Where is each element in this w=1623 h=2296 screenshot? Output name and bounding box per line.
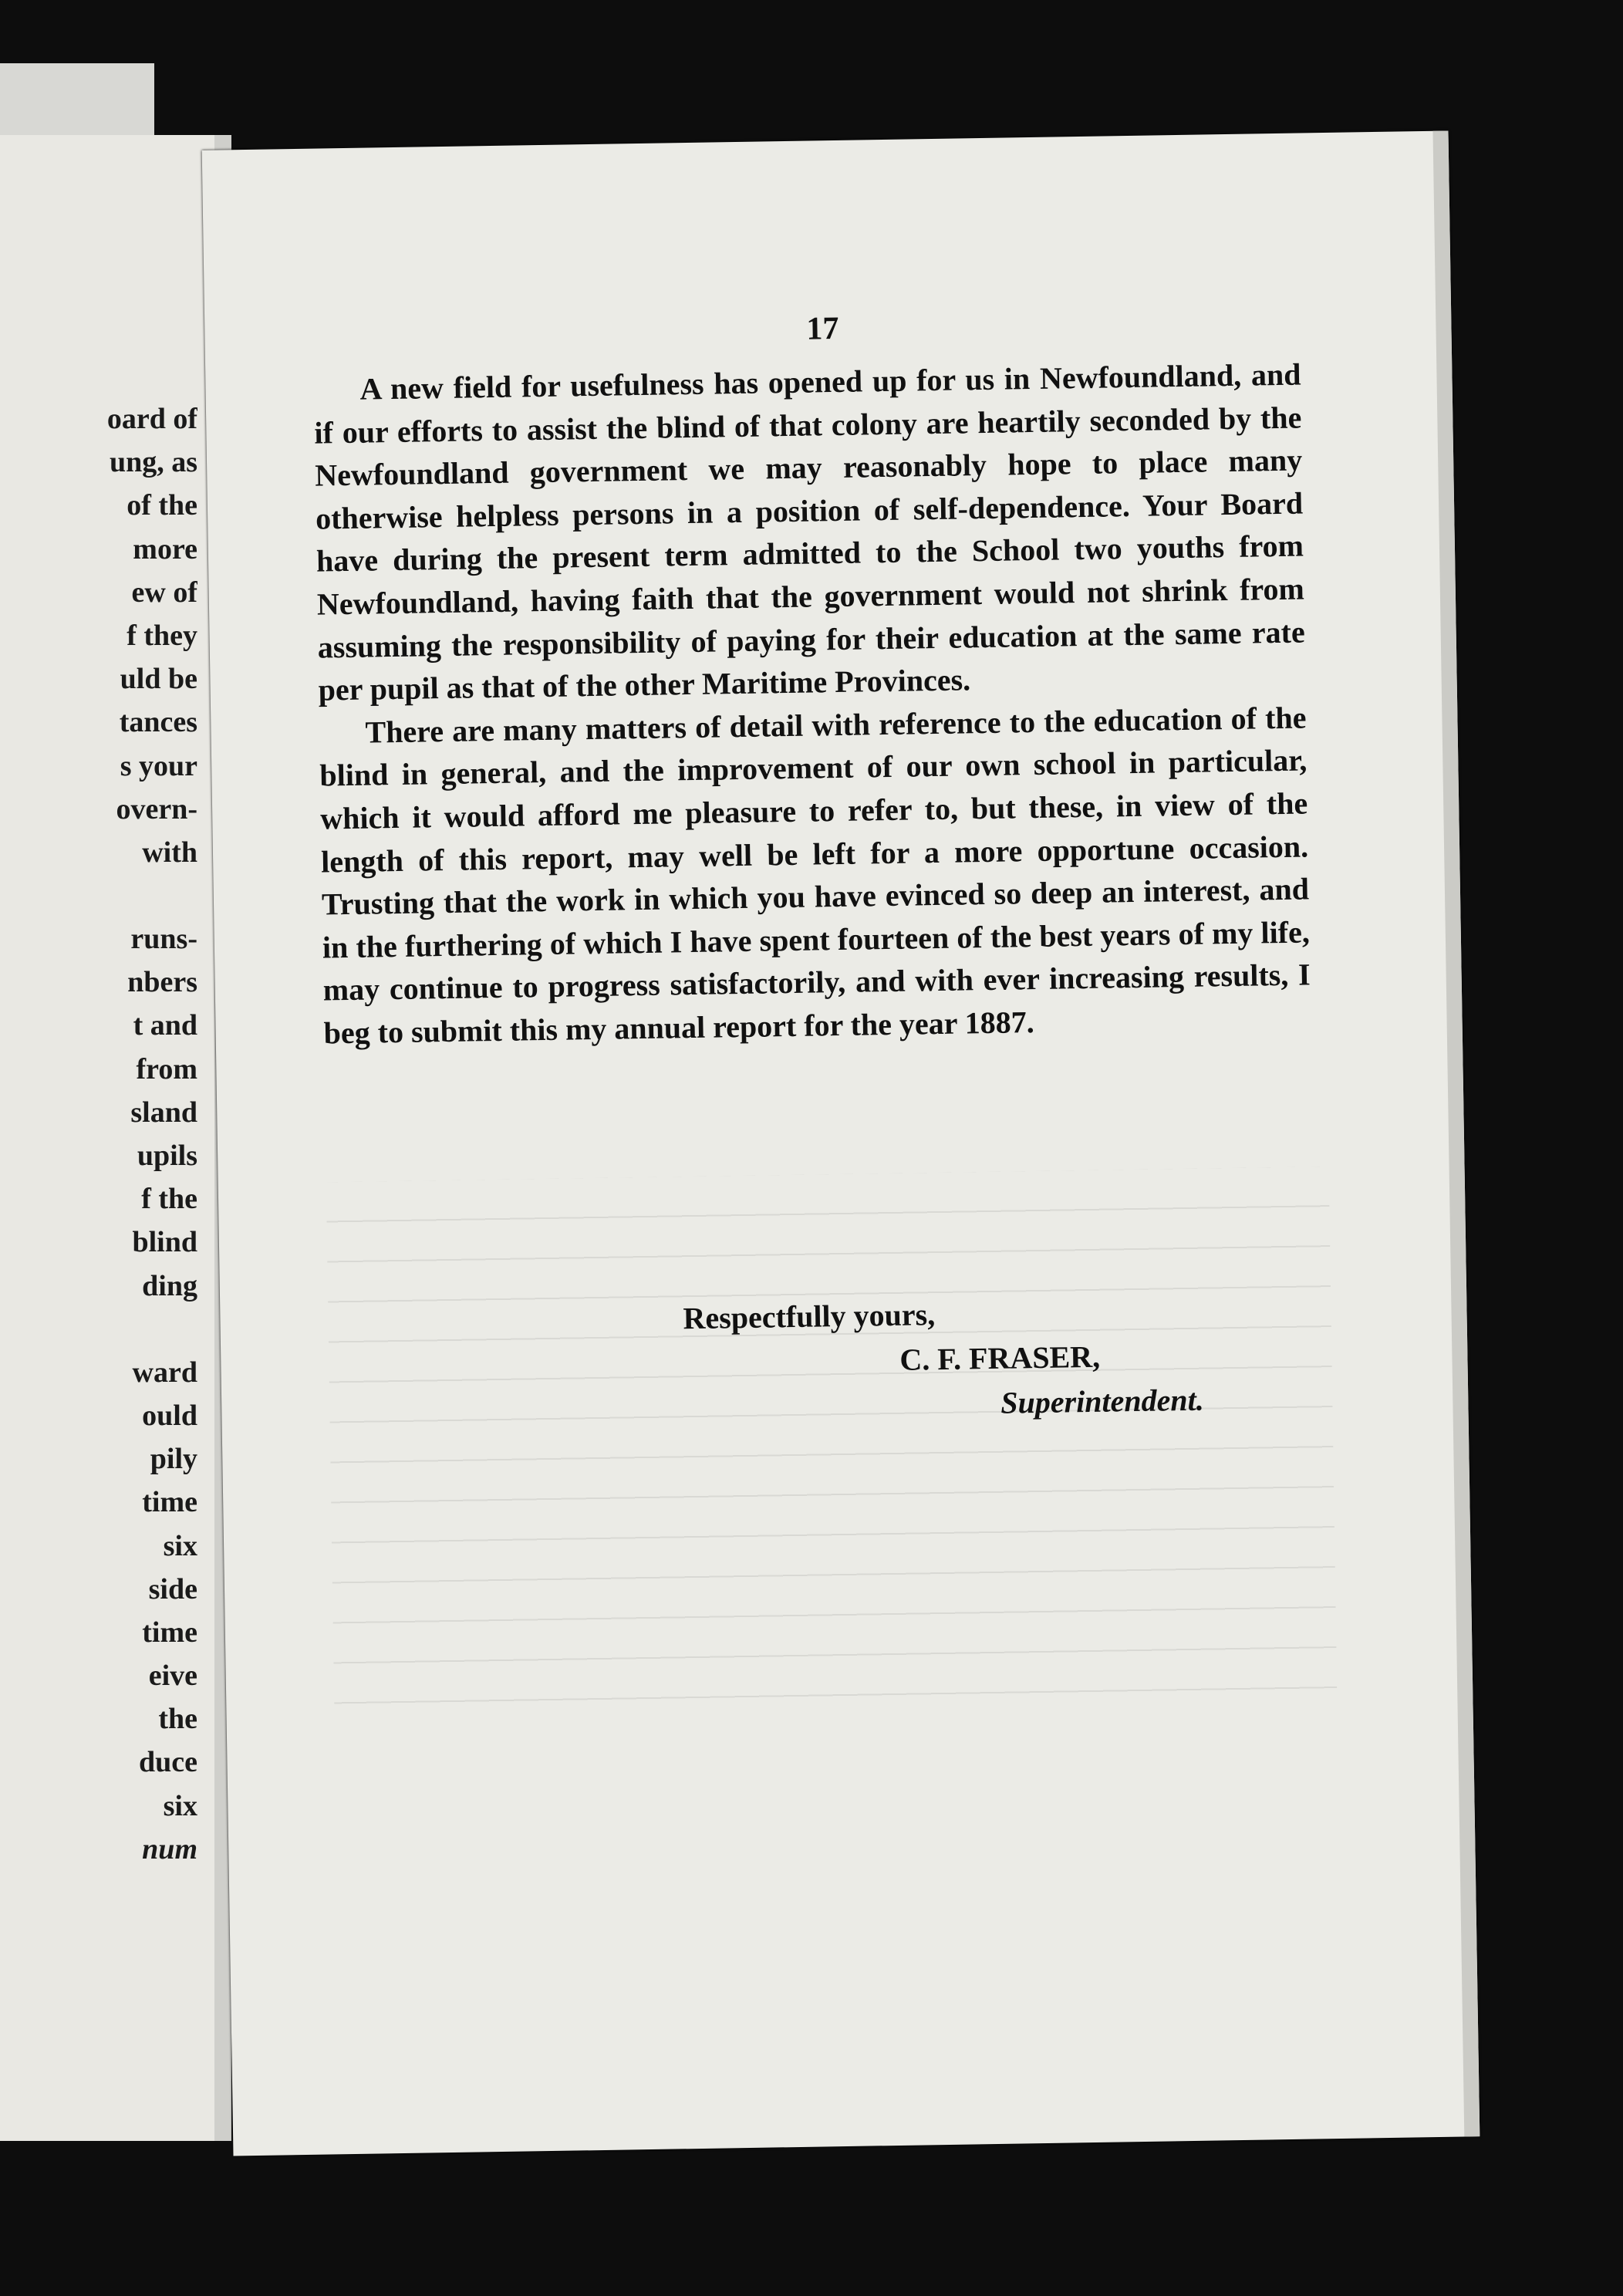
left-line: oard of <box>106 403 197 435</box>
left-gap <box>0 874 197 917</box>
left-line: from <box>136 1052 197 1086</box>
paragraph: There are many matters of detail with reference to the education of the blind in general, and the improvement of our own school in particular, which it would afford me pleasure to refer to, but these, in view of the length of this report, may well be left for a more opportune occasion. Trusting that the work in which you have evinced so deep an interest, and in the furthering of which I have spent fourteen of the best years of my life, may continue to progress satisfactorily, and with ever increasing results, I beg to submit this my annual report for the year 1887. <box>319 700 1311 1051</box>
left-line: ward <box>132 1356 197 1389</box>
signature-name: C. F. FRASER, <box>899 1339 1101 1377</box>
signature-title: Superintendent. <box>1000 1382 1205 1420</box>
left-line: tances <box>119 706 197 739</box>
left-line: nbers <box>127 966 197 999</box>
left-gap <box>0 1308 197 1351</box>
left-line: f the <box>141 1183 197 1216</box>
left-line: ding <box>142 1269 197 1302</box>
left-line: eive <box>148 1660 197 1693</box>
left-line: blind <box>132 1226 197 1259</box>
main-page <box>202 130 1480 2156</box>
page-number: 17 <box>806 310 839 347</box>
paragraph: A new field for usefulness has opened up for us in Newfoundland, and if our efforts to assist the blind of that colony are heartily seconded by the Newfoundland government we may reasonably hope to place many otherwise helpless persons in a position of self-dependence. Your Board have during the present term admitted to the School two youths from Newfoundland, having faith that the government would not shrink from assuming the responsibility of paying for their education at the same rate per pupil as that of the other Maritime Provinces. <box>314 356 1306 707</box>
left-line: six <box>163 1529 197 1562</box>
left-page-text <box>0 397 197 1871</box>
bleed-through <box>326 1167 1338 1737</box>
left-line: num <box>142 1832 197 1866</box>
left-page-edge <box>0 63 154 140</box>
left-line: more <box>133 532 197 566</box>
left-line: the <box>158 1703 197 1736</box>
left-line: time <box>142 1616 197 1649</box>
left-line: six <box>163 1789 197 1822</box>
left-line: ould <box>142 1399 197 1432</box>
left-line: sland <box>130 1096 197 1129</box>
salutation: Respectfully yours, <box>683 1297 936 1336</box>
left-line: time <box>142 1486 197 1519</box>
left-line: ew of <box>131 576 197 609</box>
body-text <box>313 353 1311 1055</box>
left-line: runs- <box>130 923 197 956</box>
left-line: of the <box>127 489 197 522</box>
left-line: t and <box>133 1009 197 1042</box>
left-line: with <box>142 836 197 869</box>
left-page <box>0 135 231 2141</box>
left-line: ung, as <box>109 446 197 479</box>
left-line: s your <box>120 749 197 782</box>
left-line: uld be <box>120 663 197 696</box>
left-line: overn- <box>116 792 197 826</box>
left-line: upils <box>137 1140 197 1172</box>
left-line: side <box>148 1572 197 1606</box>
left-line: pily <box>150 1443 197 1476</box>
left-line: duce <box>139 1746 197 1779</box>
left-line: f they <box>127 619 197 652</box>
